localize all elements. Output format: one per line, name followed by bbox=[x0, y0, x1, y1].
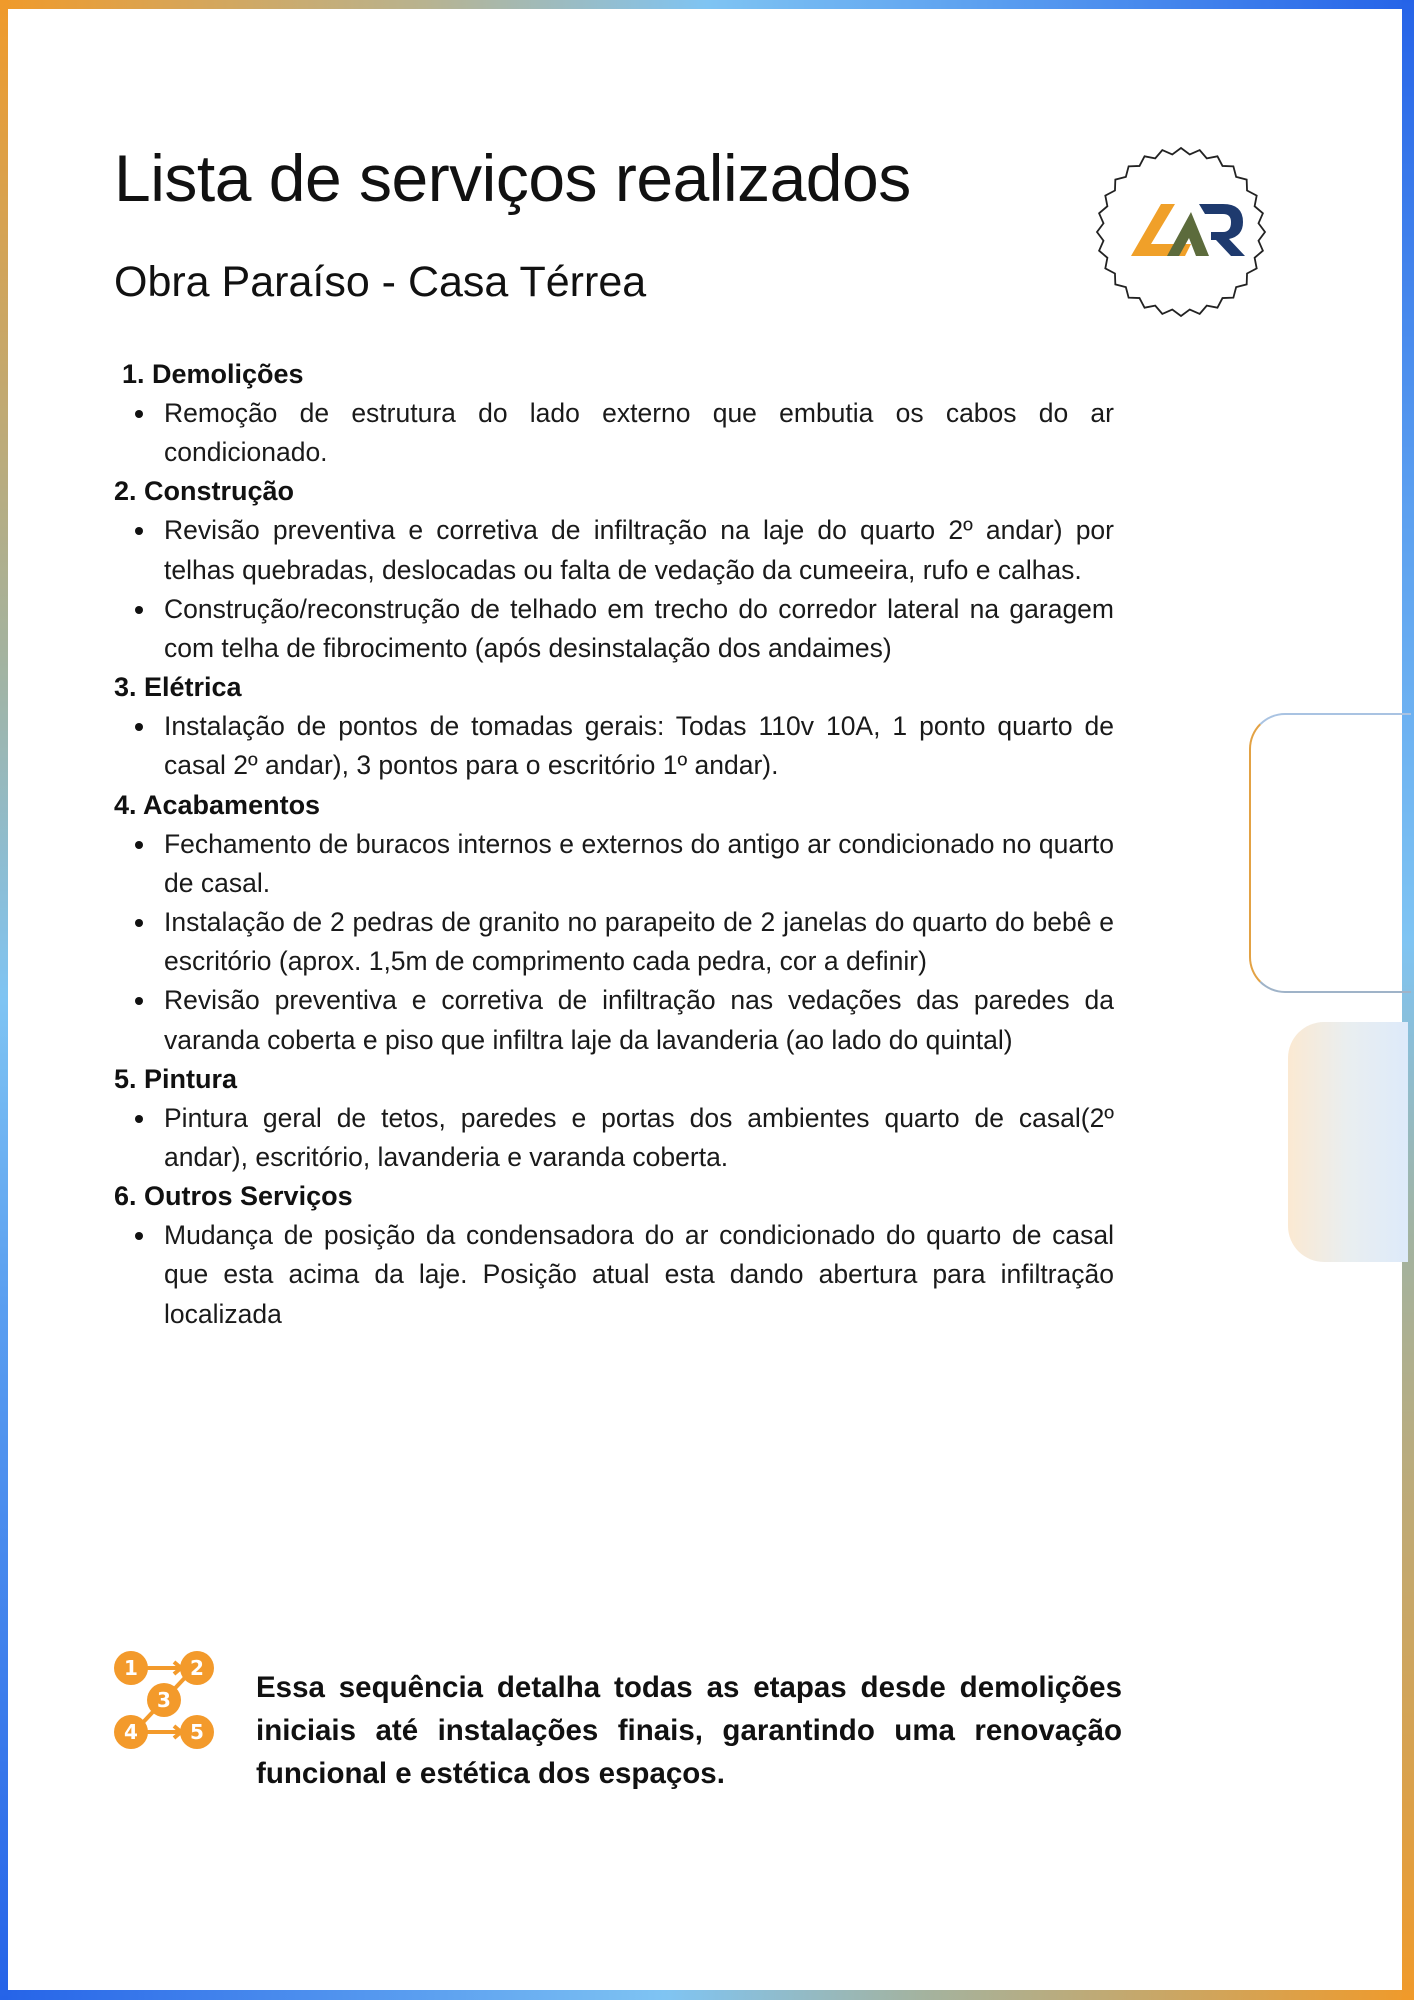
decorative-outline-shape bbox=[1249, 713, 1411, 993]
services-list bbox=[114, 355, 1114, 1334]
svg-text:3: 3 bbox=[157, 1688, 171, 1712]
list-item: Instalação de 2 pedras de granito no parapeito de 2 janelas do quarto do bebê e escritório (aprox. 1,5m de comprimento cada pedra, cor a definir) bbox=[164, 903, 1114, 981]
section-heading: 1. Demolições bbox=[122, 359, 304, 389]
gradient-border-bottom bbox=[0, 1990, 1414, 2000]
svg-text:5: 5 bbox=[190, 1720, 204, 1744]
section-pintura bbox=[114, 1060, 1114, 1177]
section-heading: 2. Construção bbox=[114, 476, 295, 507]
numbered-steps-icon bbox=[114, 1651, 218, 1755]
list-item: Revisão preventiva e corretiva de infiltração nas vedações das paredes da varanda coberta e piso que infiltra laje da lavanderia (ao lado do quintal) bbox=[164, 981, 1114, 1059]
summary-text: Essa sequência detalha todas as etapas desde demolições iniciais até instalações finais, garantindo uma renovação funcional e estética dos espaços. bbox=[256, 1670, 1122, 1790]
section-construcao bbox=[114, 472, 1114, 668]
section-eletrica bbox=[114, 668, 1114, 785]
page-subtitle: Obra Paraíso - Casa Térrea bbox=[114, 258, 647, 306]
list-item: Revisão preventiva e corretiva de infiltração na laje do quarto 2º andar) por telhas quebradas, deslocadas ou falta de vedação da cumeeira, rufo e calhas. bbox=[164, 511, 1114, 589]
gradient-border-right bbox=[1402, 0, 1414, 2000]
list-item: Remoção de estrutura do lado externo que embutia os cabos do ar condicionado. bbox=[164, 394, 1114, 472]
list-item: Instalação de pontos de tomadas gerais: Todas 110v 10A, 1 ponto quarto de casal 2º andar), 3 pontos para o escritório 1º andar). bbox=[164, 707, 1114, 785]
list-item: Pintura geral de tetos, paredes e portas dos ambientes quarto de casal(2º andar), escritório, lavanderia e varanda coberta. bbox=[164, 1099, 1114, 1177]
summary-block bbox=[114, 1636, 1124, 1824]
gradient-border-top bbox=[0, 0, 1414, 9]
section-demolicoes bbox=[114, 355, 1114, 472]
section-heading: 6. Outros Serviços bbox=[114, 1181, 353, 1212]
section-outros-servicos bbox=[114, 1177, 1114, 1334]
svg-text:2: 2 bbox=[190, 1656, 204, 1680]
list-item: Mudança de posição da condensadora do ar condicionado do quarto de casal que esta acima da laje. Posição atual esta dando abertura para infiltração localizada bbox=[164, 1216, 1114, 1334]
decorative-gradient-shape bbox=[1288, 1022, 1408, 1262]
svg-text:4: 4 bbox=[124, 1720, 138, 1744]
page-title: Lista de serviços realizados bbox=[114, 141, 911, 215]
list-item: Fechamento de buracos internos e externos do antigo ar condicionado no quarto de casal. bbox=[164, 825, 1114, 903]
section-acabamentos bbox=[114, 786, 1114, 1060]
lar-logo-badge-icon bbox=[1095, 146, 1267, 318]
section-heading: 5. Pintura bbox=[114, 1063, 238, 1094]
list-item: Construção/reconstrução de telhado em trecho do corredor lateral na garagem com telha de fibrocimento (após desinstalação dos andaimes) bbox=[164, 590, 1114, 668]
section-heading: 3. Elétrica bbox=[114, 672, 242, 703]
gradient-border-left bbox=[0, 0, 8, 2000]
section-heading: 4. Acabamentos bbox=[114, 789, 321, 820]
svg-text:1: 1 bbox=[124, 1656, 138, 1680]
